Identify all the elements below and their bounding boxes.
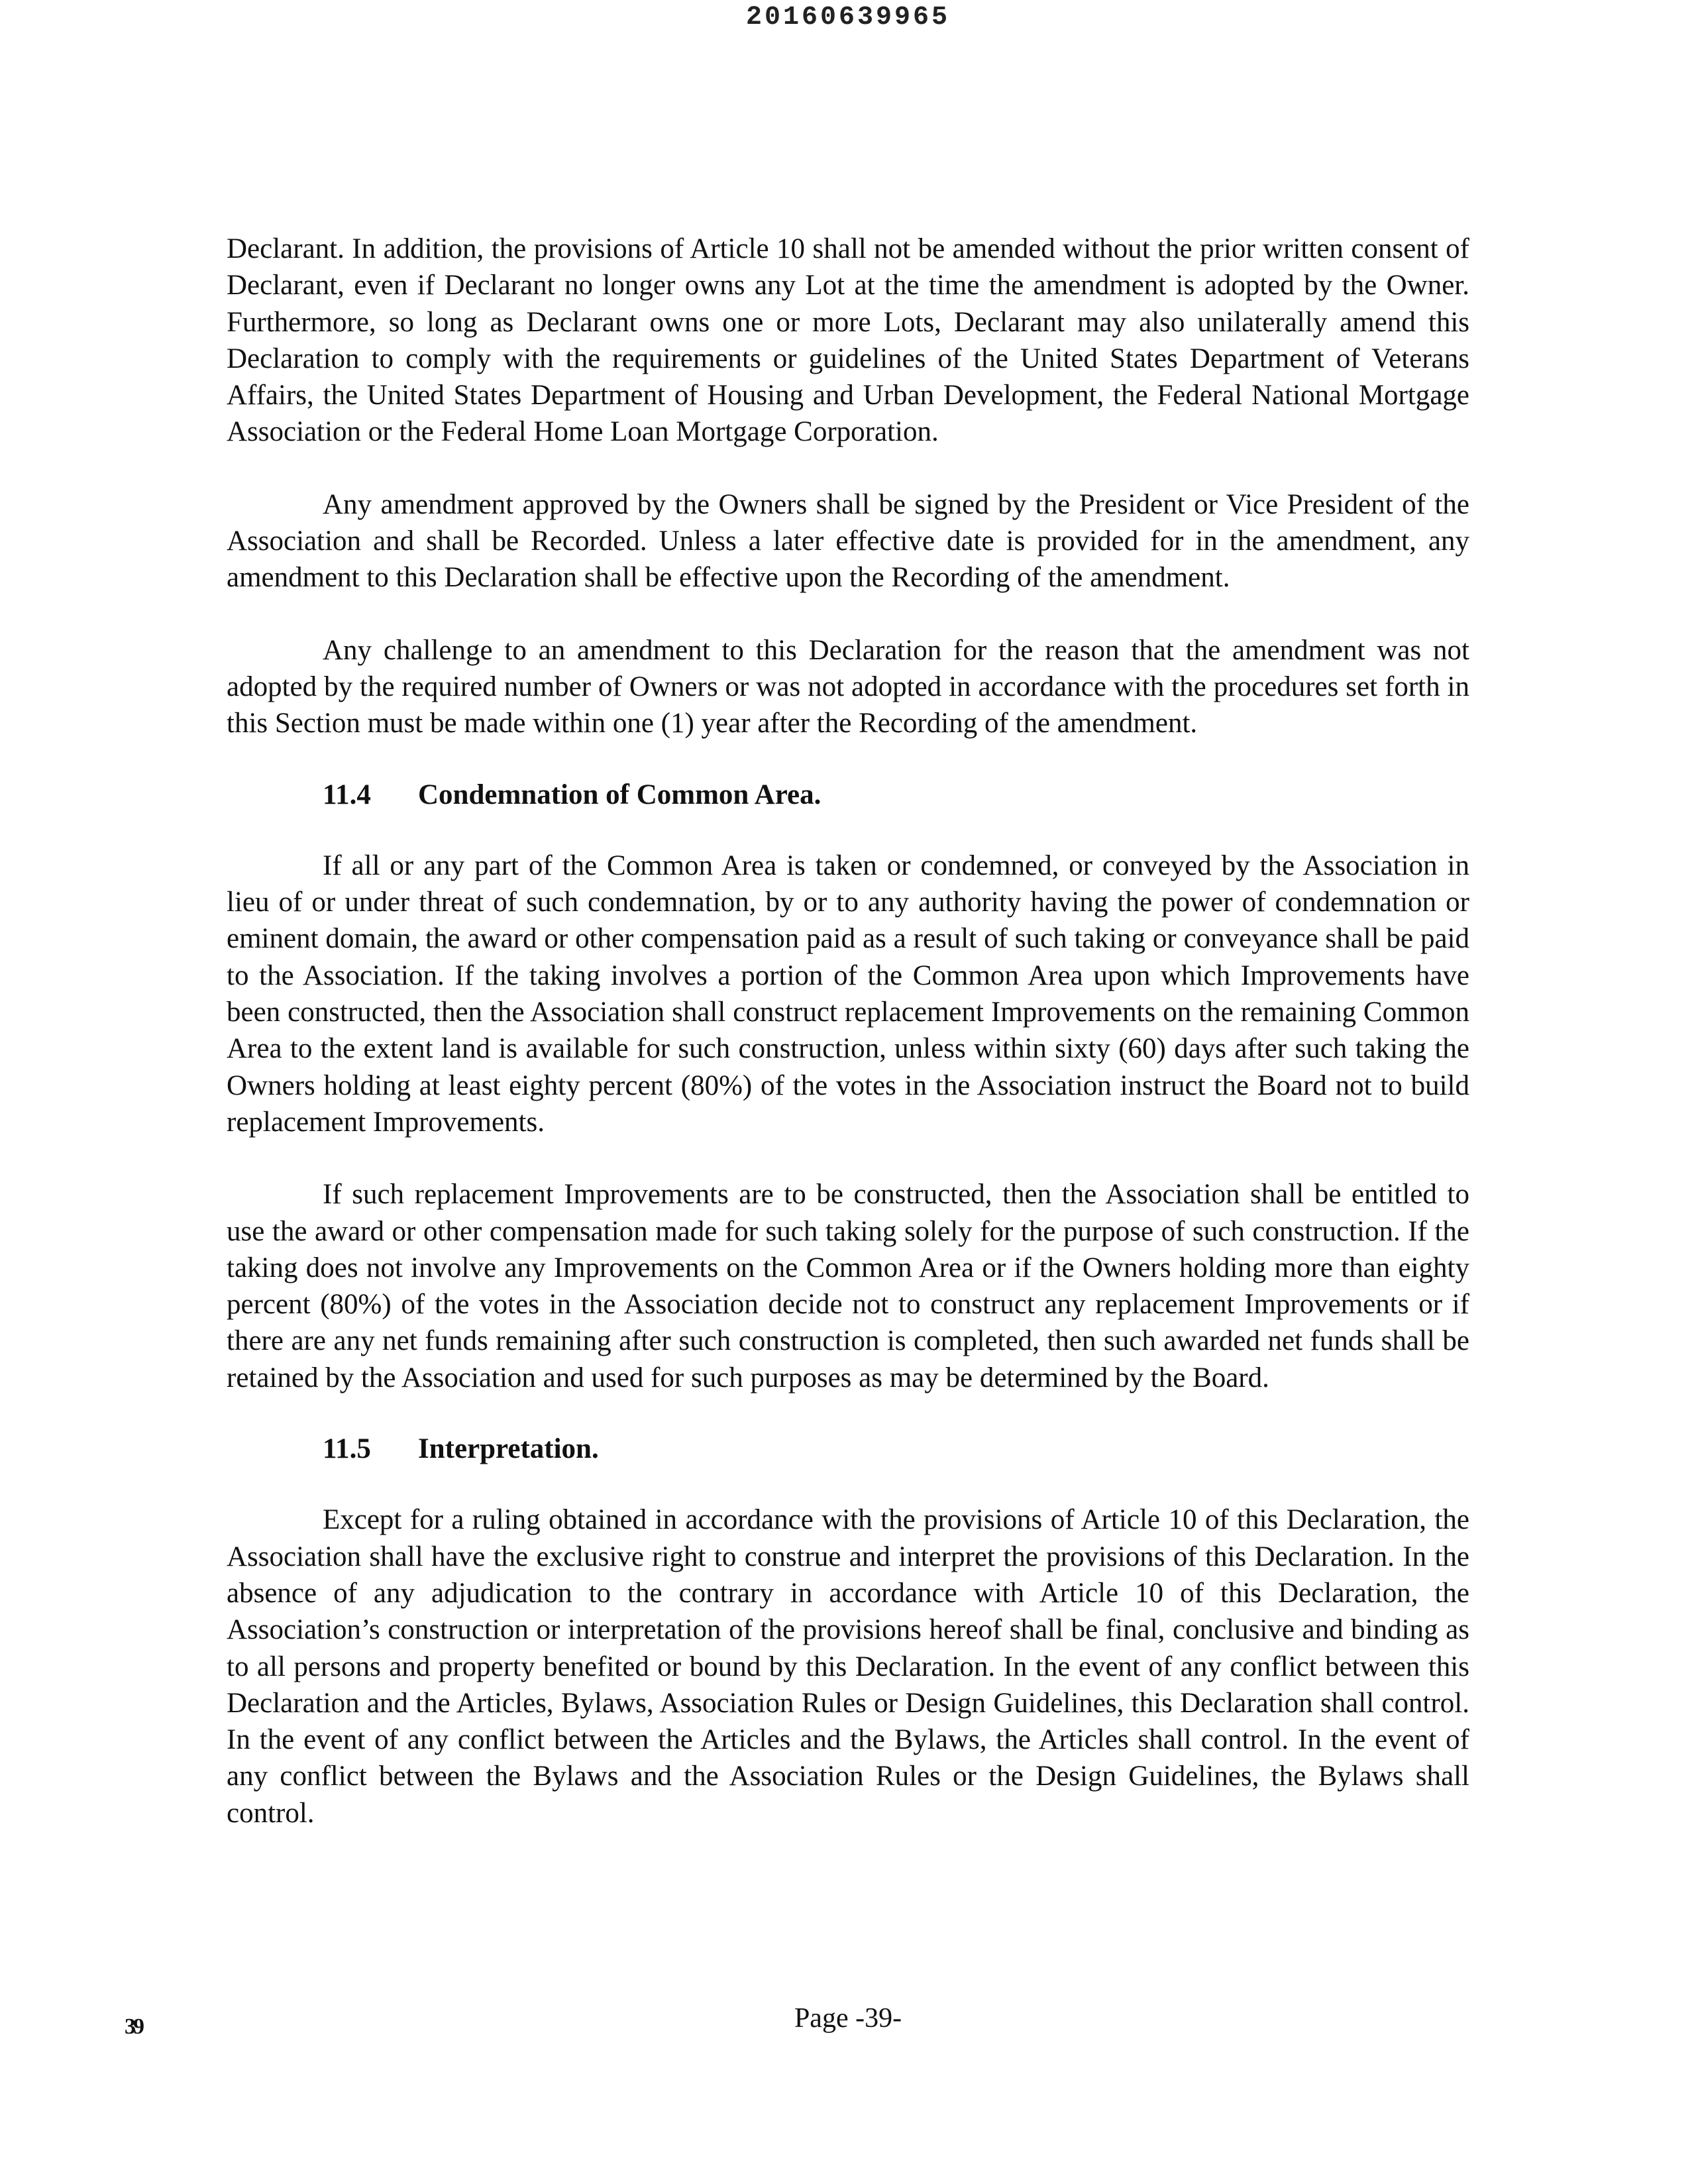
- paragraph-interpretation: Except for a ruling obtained in accordance with the provisions of Article 10 of this Declaration, the Association shall have the exclusive right to construe and interpret the provisions of this Declaration. In the absence of any adjudication to the contrary in accordance with Article 10 of this Declaration, the Association’s construction or interpretation of the provisions hereof shall be final, conclusive and binding as to all persons and property benefited or bound by this Declaration. In the event of any conflict between this Declaration and the Articles, Bylaws, Association Rules or Design Guidelines, this Declaration shall control. In the event of any conflict between the Articles and the Bylaws, the Articles shall control. In the event of any conflict between the Bylaws and the Association Rules or the Design Guidelines, the Bylaws shall control.: [227, 1504, 1469, 1829]
- section-heading-interpretation: [323, 1431, 1469, 1467]
- page-body: [227, 231, 1469, 1831]
- section-title: Interpretation.: [418, 1433, 599, 1465]
- paragraph-amendment-approval: Any amendment approved by the Owners shall be signed by the President or Vice President of the Association and shall be Recorded. Unless a later effective date is provided for in the amendment, any amendment to this Declaration shall be effective upon the Recording of the amendment.: [227, 488, 1469, 594]
- section-number: 11.5: [323, 1433, 371, 1465]
- section-heading-condemnation: [323, 777, 1469, 813]
- margin-page-mark: 39: [125, 2014, 142, 2039]
- page-number: Page -39-: [794, 2003, 902, 2034]
- paragraph-condemnation: If all or any part of the Common Area is taken or condemned, or conveyed by the Association in lieu of or under threat of such condemnation, by or to any authority having the power of condemnation or eminent domain, the award or other compensation paid as a result of such taking or conveyance shall be paid to the Association. If the taking involves a portion of the Common Area upon which Improvements have been constructed, then the Association shall construct replacement Improvements on the remaining Common Area to the extent land is available for such construction, unless within sixty (60) days after such taking the Owners holding at least eighty percent (80%) of the votes in the Association instruct the Board not to build replacement Improvements.: [227, 849, 1469, 1138]
- document-number: 20160639965: [745, 3, 951, 32]
- section-title: Condemnation of Common Area.: [418, 779, 822, 810]
- section-number: 11.4: [323, 779, 371, 810]
- paragraph-amendment-challenge: Any challenge to an amendment to this Declaration for the reason that the amendment was not adopted by the required number of Owners or was not adopted in accordance with the procedures set forth in this Section must be made within one (1) year after the Recording of the amendment.: [227, 634, 1469, 739]
- paragraph-amendment-continuation: Declarant. In addition, the provisions of Article 10 shall not be amended without the prior written consent of Declarant, even if Declarant no longer owns any Lot at the time the amendment is adopted by the Owner. Furthermore, so long as Declarant owns one or more Lots, Declarant may also unilaterally amend this Declaration to comply with the requirements or guidelines of the United States Department of Veterans Affairs, the United States Department of Housing and Urban Development, the Federal National Mortgage Association or the Federal Home Loan Mortgage Corporation.: [227, 233, 1469, 448]
- paragraph-replacement-improvements: If such replacement Improvements are to be constructed, then the Association shall be entitled to use the award or other compensation made for such taking solely for the purpose of such construction. If the taking does not involve any Improvements on the Common Area or if the Owners holding more than eighty percent (80%) of the votes in the Association decide not to construct any replacement Improvements or if there are any net funds remaining after such construction is completed, then such awarded net funds shall be retained by the Association and used for such purposes as may be determined by the Board.: [227, 1179, 1469, 1393]
